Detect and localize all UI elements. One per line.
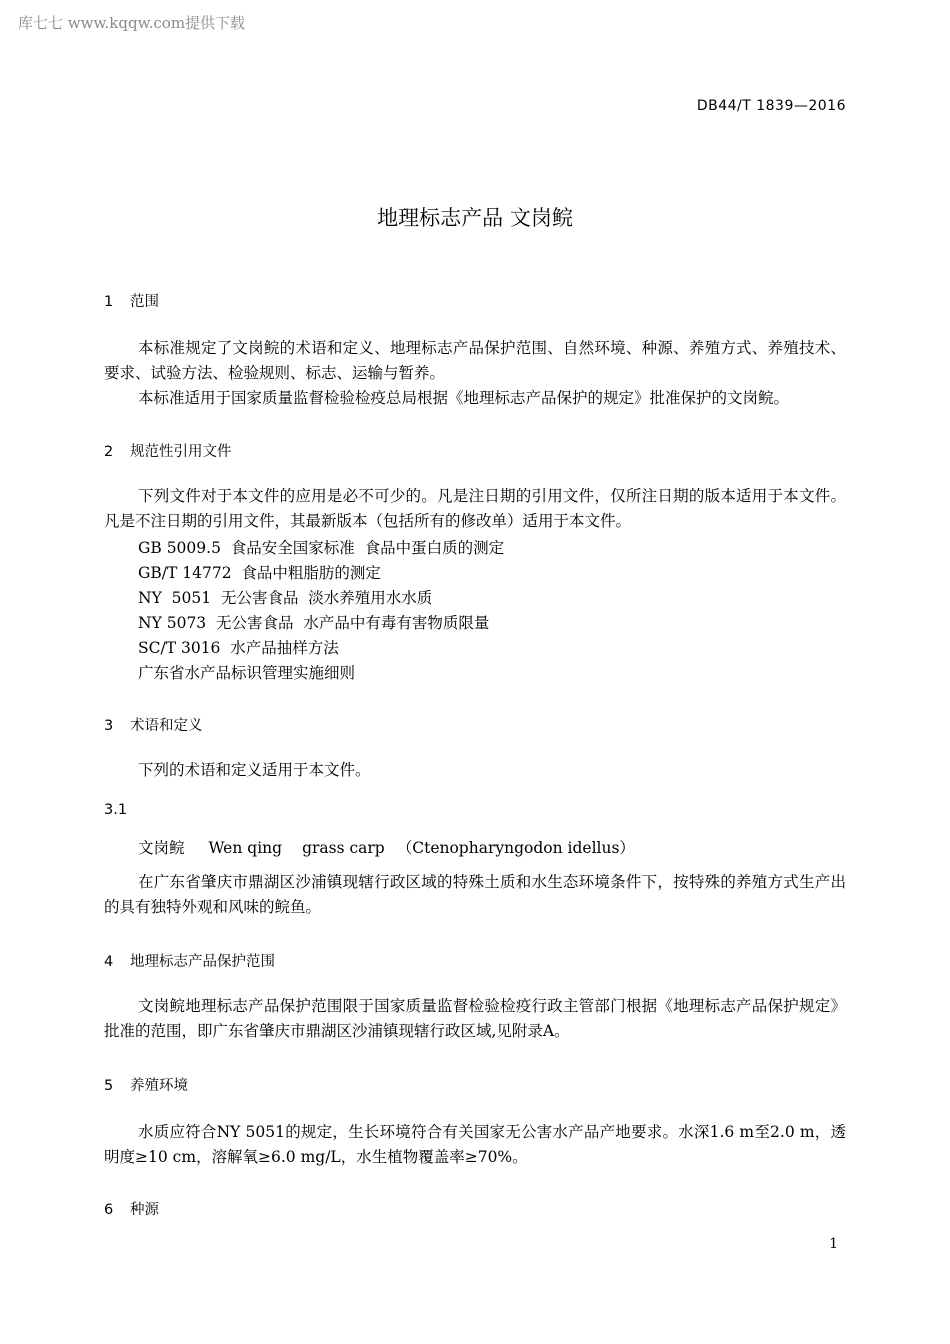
section-heading-1 [104,290,159,311]
term-pinyin: Wen qing [208,839,283,857]
watermark: 库七七 www.kqqw.com提供下载 [18,14,246,32]
section-number: 1 [104,294,114,310]
reference-item: NY 5051 无公害食品 淡水养殖用水水质 [138,589,433,607]
section-title: 规范性引用文件 [130,444,232,460]
page-number: 1 [829,1236,838,1252]
section-heading-2 [104,440,232,461]
term-chinese: 文岗鲩 [138,839,185,857]
reference-item: NY 5073 无公害食品 水产品中有毒有害物质限量 [138,614,490,632]
paragraph: 文岗鲩地理标志产品保护范围限于国家质量监督检验检疫行政主管部门根据《地理标志产品保护规定》批准的范围，即广东省肇庆市鼎湖区沙浦镇现辖行政区域,见附录A。 [104,997,846,1040]
document-code: DB44/T 1839—2016 [696,98,846,114]
section-number: 2 [104,444,114,460]
page-title: 地理标志产品 文岗鲩 [377,206,573,230]
paragraph: 下列的术语和定义适用于本文件。 [138,761,371,779]
section-number: 6 [104,1202,114,1218]
paragraph: 下列文件对于本文件的应用是必不可少的。凡是注日期的引用文件，仅所注日期的版本适用于本文件。凡是不注日期的引用文件，其最新版本（包括所有的修改单）适用于本文件。 [104,487,846,530]
section-number: 5 [104,1078,114,1094]
section-title: 种源 [130,1202,159,1218]
term-latin: （Ctenopharyngodon idellus） [396,839,635,857]
paragraph: 本标准适用于国家质量监督检验检疫总局根据《地理标志产品保护的规定》批准保护的文岗鲩。 [138,389,790,407]
section-heading-6 [104,1198,159,1219]
section-title: 术语和定义 [130,718,203,734]
section-heading-4 [104,950,275,971]
reference-item: 广东省水产品标识管理实施细则 [138,664,356,682]
term-definition: 在广东省肇庆市鼎湖区沙浦镇现辖行政区域的特殊土质和水生态环境条件下，按特殊的养殖方式生产出的具有独特外观和风味的鲩鱼。 [104,873,846,916]
paragraph: 本标准规定了文岗鲩的术语和定义、地理标志产品保护范围、自然环境、种源、养殖方式、养殖技术、要求、试验方法、检验规则、标志、运输与暂养。 [104,339,846,382]
section-title: 养殖环境 [130,1078,188,1094]
section-number: 4 [104,954,114,970]
term-entry [138,836,635,858]
section-heading-3 [104,714,203,735]
paragraph: 水质应符合NY 5051的规定，生长环境符合有关国家无公害水产品产地要求。水深1.6 m至2.0 m，透明度≥10 cm，溶解氧≥6.0 mg/L，水生植物覆盖率≥70%。 [104,1123,846,1166]
reference-item: SC/T 3016 水产品抽样方法 [138,639,339,657]
section-number: 3 [104,718,114,734]
subsection-number: 3.1 [104,802,128,818]
term-english: grass carp [302,839,385,857]
section-title: 范围 [130,294,159,310]
reference-item: GB/T 14772 食品中粗脂肪的测定 [138,564,381,582]
reference-item: GB 5009.5 食品安全国家标准 食品中蛋白质的测定 [138,539,505,557]
section-title: 地理标志产品保护范围 [130,954,275,970]
section-heading-5 [104,1074,188,1095]
